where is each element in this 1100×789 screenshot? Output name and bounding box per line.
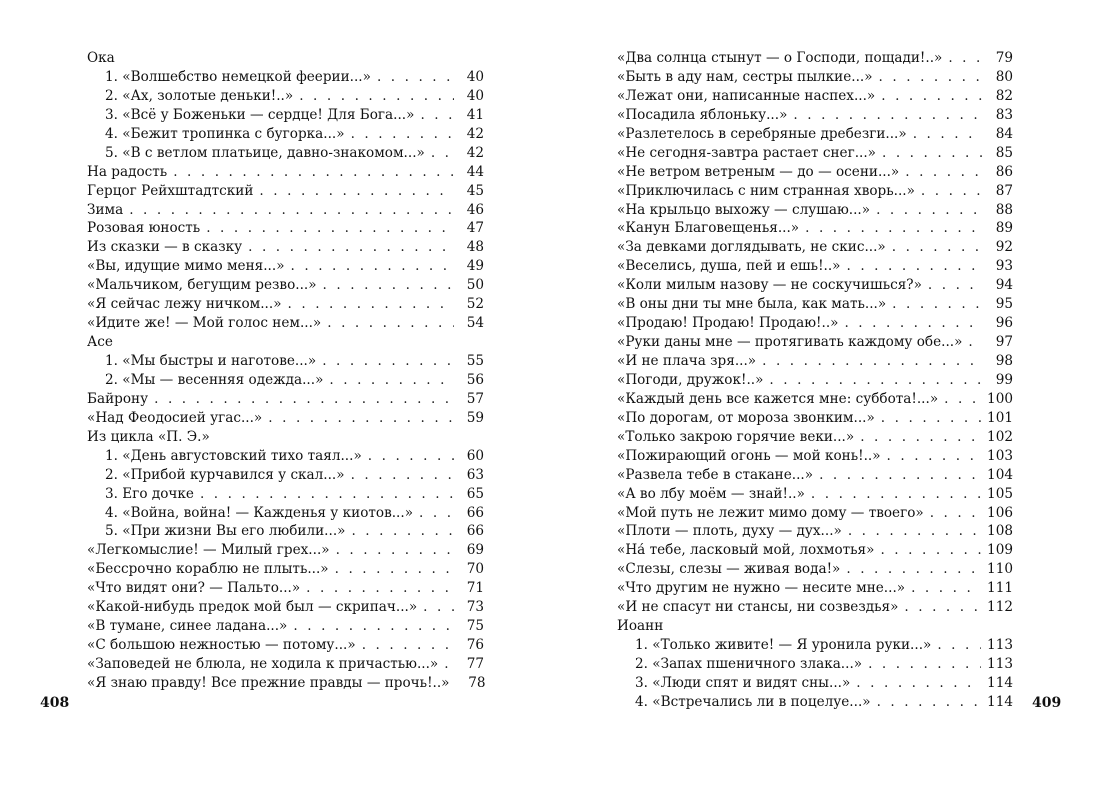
dot-leader (877, 693, 981, 712)
toc-entry (87, 560, 484, 579)
toc-entry-title: 4. «Бежит тропинка с бугорка...» (105, 125, 345, 142)
toc-entry-title: «Руки даны мне — протягивать каждому обе...» (617, 334, 963, 351)
toc-entry-page: 76 (466, 637, 484, 654)
toc-list-left (87, 49, 484, 693)
toc-entry-title: «По дорогам, от мороза звонким...» (617, 409, 875, 426)
dot-leader (860, 428, 981, 447)
toc-entry-title: 3. «Всё у Боженьки — сердце! Для Бога...» (105, 106, 415, 123)
dot-leader (351, 466, 454, 485)
toc-entry (617, 504, 1013, 523)
toc-entry (617, 125, 1013, 144)
toc-entry-title: Зима (87, 201, 124, 218)
toc-entry (617, 144, 1013, 163)
dot-leader (129, 201, 454, 220)
dot-leader (377, 68, 454, 87)
dot-leader (848, 522, 981, 541)
toc-entry-page: 65 (466, 485, 484, 502)
toc-entry-title: «Веселись, душа, пей и ешь!..» (617, 258, 841, 275)
toc-entry (87, 182, 484, 201)
toc-entry-title: «Мой путь не лежит мимо дому — твоего» (617, 504, 924, 521)
toc-entry (617, 447, 1013, 466)
toc-entry-page: 111 (987, 580, 1013, 597)
dot-leader (846, 560, 981, 579)
toc-entry (87, 352, 484, 371)
toc-entry-page: 113 (987, 656, 1013, 672)
toc-entry (617, 485, 1013, 504)
toc-entry-page: 55 (466, 353, 484, 369)
toc-entry-page: 60 (466, 447, 484, 464)
dot-leader (423, 598, 454, 617)
dot-leader (793, 106, 983, 125)
dot-leader (154, 390, 454, 409)
toc-entry (617, 68, 1013, 87)
toc-entry-page: 78 (468, 674, 486, 691)
toc-entry-page: 77 (466, 656, 484, 672)
toc-entry-title: «Легкомыслие! — Милый грех...» (87, 542, 330, 559)
toc-entry-title: «Разлетелось в серебряные дребезги...» (617, 125, 907, 142)
toc-entry-title: «Бессрочно кораблю не плыть...» (87, 561, 329, 578)
dot-leader (892, 238, 983, 257)
toc-entry-page: 89 (995, 220, 1013, 237)
dot-leader (173, 163, 454, 182)
toc-entry-page: 80 (995, 68, 1013, 85)
dot-leader (200, 485, 454, 504)
toc-entry-title: 3. Его дочке (105, 485, 194, 502)
toc-entry (87, 522, 484, 541)
toc-entry (617, 182, 1013, 201)
dot-leader (291, 257, 454, 276)
toc-entry (87, 238, 484, 257)
toc-entry (617, 295, 1013, 314)
toc-entry-page: 114 (987, 674, 1013, 691)
toc-entry-title: «Плоти — плоть, духу — дух...» (617, 523, 842, 540)
toc-entry (617, 636, 1013, 655)
dot-leader (351, 125, 454, 144)
toc-entry-page: 41 (466, 106, 484, 123)
toc-entry-page: 84 (995, 125, 1013, 142)
toc-entry-title: 5. «В с ветлом платьице, давно-знакомом...» (105, 144, 425, 161)
dot-leader (431, 144, 454, 163)
toc-entry-title: 5. «При жизни Вы его любили...» (105, 523, 346, 540)
toc-entry-title: «Мальчиком, бегущим резво...» (87, 277, 317, 294)
toc-entry (87, 541, 484, 560)
toc-entry-page: 105 (987, 485, 1013, 502)
toc-entry-page: 45 (466, 182, 484, 199)
toc-entry (617, 466, 1013, 485)
dot-leader (905, 163, 983, 182)
toc-entry (87, 598, 484, 617)
toc-entry-title: «Что видят они? — Пальто...» (87, 580, 301, 597)
toc-entry-title: «Погоди, дружок!..» (617, 371, 764, 388)
toc-entry-page: 88 (995, 201, 1013, 218)
toc-entry (87, 276, 484, 295)
toc-entry-page: 47 (466, 220, 484, 237)
toc-entry (87, 68, 484, 87)
dot-leader (206, 219, 454, 238)
dot-leader (930, 504, 981, 523)
toc-entry-page: 66 (466, 504, 484, 521)
toc-entry (87, 674, 484, 693)
toc-entry (617, 314, 1013, 333)
toc-entry-page: 93 (995, 258, 1013, 275)
toc-entry (87, 87, 484, 106)
toc-entry-page: 57 (466, 390, 484, 407)
toc-section-heading (87, 428, 484, 447)
toc-entry-title: Розовая юность (87, 220, 201, 237)
toc-entry (617, 352, 1013, 371)
toc-entry-title: «Идите же! — Мой голос нем...» (87, 315, 322, 332)
toc-entry-page: 101 (987, 409, 1013, 426)
toc-entry-title: «Канун Благовещенья...» (617, 220, 800, 237)
dot-leader (420, 106, 454, 125)
toc-entry-title: Ока (87, 50, 115, 66)
toc-entry-page: 104 (987, 466, 1013, 483)
toc-entry-title: Из цикла «П. Э.» (87, 428, 210, 445)
toc-entry-title: 4. «Война, война! — Кажденья у киотов...» (105, 504, 414, 521)
toc-section-heading (617, 617, 1013, 636)
toc-entry-title: «Коли милым назову — не соскучишься?» (617, 277, 922, 294)
toc-entry-page: 92 (995, 239, 1013, 256)
toc-entry-title: 2. «Прибой курчавился у скал...» (105, 466, 345, 483)
dot-leader (904, 598, 981, 617)
toc-entry-page: 83 (995, 106, 1013, 123)
dot-leader (881, 87, 983, 106)
dot-leader (887, 447, 982, 466)
dot-leader (868, 655, 981, 674)
toc-entry-title: «И не спасут ни стансы, ни созвездья» (617, 599, 899, 616)
toc-entry-page: 114 (987, 693, 1013, 710)
toc-entry-page: 50 (466, 277, 484, 294)
toc-entry-page: 103 (987, 447, 1013, 464)
toc-entry (617, 257, 1013, 276)
toc-entry-page: 99 (995, 371, 1013, 388)
page-number-right: 409 (1032, 695, 1062, 711)
toc-entry-page: 44 (466, 163, 484, 180)
toc-entry-page: 66 (466, 523, 484, 540)
toc-entry-title: «Приключилась с ним странная хворь...» (617, 182, 915, 199)
dot-leader (259, 182, 454, 201)
dot-leader (944, 390, 981, 409)
toc-entry-title: «А во лбу моём — знай!..» (617, 485, 805, 502)
toc-entry-page: 85 (995, 144, 1013, 161)
toc-entry-page: 40 (466, 87, 484, 104)
toc-entry-title: «С большою нежностью — потому...» (87, 637, 356, 654)
toc-entry (87, 390, 484, 409)
dot-leader (327, 314, 454, 333)
toc-section-heading (87, 49, 484, 68)
dot-leader (248, 238, 454, 257)
toc-entry-page: 95 (995, 296, 1013, 313)
dot-leader (805, 219, 983, 238)
toc-entry-page: 40 (466, 68, 484, 85)
toc-entry-title: «Только закрою горячие веки...» (617, 428, 855, 445)
toc-entry-title: «Заповедей не блюла, не ходила к причастью...» (87, 656, 439, 672)
dot-leader (880, 541, 981, 560)
toc-entry-page: 97 (995, 334, 1013, 351)
toc-entry-page: 109 (987, 542, 1013, 559)
toc-entry-page: 112 (987, 599, 1013, 616)
toc-entry (87, 466, 484, 485)
toc-entry-title: Асе (87, 334, 113, 351)
toc-entry (617, 693, 1013, 712)
toc-list-right (617, 49, 1013, 712)
toc-entry-page: 96 (995, 315, 1013, 332)
toc-entry-page: 75 (466, 618, 484, 635)
dot-leader (368, 447, 454, 466)
toc-entry-title: «Быть в аду нам, сестры пылкие...» (617, 68, 873, 85)
dot-leader (881, 409, 981, 428)
dot-leader (968, 333, 983, 352)
toc-entry-page: 54 (466, 315, 484, 332)
toc-entry-title: «Что другим не нужно — несите мне...» (617, 580, 906, 597)
toc-entry-title: «Развела тебе в стакане...» (617, 466, 814, 483)
page-number-left: 408 (40, 695, 70, 711)
toc-entry-title: «Пожирающий огонь — мой конь!..» (617, 447, 881, 464)
toc-entry-title: 2. «Запах пшеничного злака...» (635, 656, 863, 672)
toc-entry-page: 106 (987, 504, 1013, 521)
toc-entry-title: Иоанн (617, 618, 664, 635)
toc-entry (617, 333, 1013, 352)
toc-entry (617, 49, 1013, 68)
toc-entry-title: «Не сегодня-завтра растает снег...» (617, 144, 876, 161)
toc-entry (617, 674, 1013, 693)
toc-entry-page: 42 (466, 144, 484, 161)
toc-entry-page: 87 (995, 182, 1013, 199)
toc-entry (617, 276, 1013, 295)
toc-entry (617, 428, 1013, 447)
toc-entry (87, 636, 484, 655)
toc-entry-title: 4. «Встречались ли в поцелуе...» (635, 693, 871, 710)
dot-leader (948, 49, 983, 68)
toc-entry-page: 69 (466, 542, 484, 559)
dot-leader (306, 579, 454, 598)
dot-leader (293, 617, 454, 636)
dot-leader (762, 352, 983, 371)
toc-entry-title: 1. «Волшебство немецкой феерии...» (105, 68, 371, 85)
dot-leader (351, 522, 454, 541)
dot-leader (419, 504, 454, 523)
toc-entry-page: 100 (987, 390, 1013, 407)
toc-entry-page: 71 (466, 580, 484, 597)
toc-entry (617, 87, 1013, 106)
toc-entry (87, 125, 484, 144)
dot-leader (362, 636, 454, 655)
toc-entry-title: «На́ тебе, ласковый мой, лохмотья» (617, 542, 875, 559)
toc-entry (617, 163, 1013, 182)
dot-leader (769, 371, 983, 390)
toc-entry (87, 617, 484, 636)
dot-leader (323, 276, 454, 295)
toc-entry-title: «Я сейчас лежу ничком...» (87, 296, 282, 313)
dot-leader (299, 87, 454, 106)
dot-leader (921, 182, 983, 201)
dot-leader (913, 125, 983, 144)
toc-entry (617, 541, 1013, 560)
toc-entry (617, 409, 1013, 428)
toc-entry-title: Герцог Рейхштадтский (87, 182, 254, 199)
toc-entry (617, 219, 1013, 238)
toc-entry (87, 295, 484, 314)
toc-entry (617, 522, 1013, 541)
toc-entry (87, 314, 484, 333)
toc-entry-title: Байрону (87, 390, 149, 407)
dot-leader (322, 352, 454, 371)
toc-entry-page: 46 (466, 201, 484, 218)
toc-entry-page: 63 (466, 466, 484, 483)
dot-leader (911, 579, 981, 598)
toc-entry-page: 110 (987, 561, 1013, 578)
toc-entry-page: 73 (466, 599, 484, 616)
toc-entry (87, 144, 484, 163)
toc-entry (617, 560, 1013, 579)
toc-entry-page: 56 (466, 371, 484, 388)
toc-section-heading (87, 333, 484, 352)
toc-entry (87, 409, 484, 428)
toc-entry (87, 655, 484, 674)
toc-entry-title: «Какой-нибудь предок мой был — скрипач...» (87, 599, 418, 616)
toc-entry-title: «За девками доглядывать, не скис...» (617, 239, 886, 256)
toc-entry (87, 504, 484, 523)
toc-entry-title: «Вы, идущие мимо меня...» (87, 258, 285, 275)
toc-entry-title: «Я знаю правду! Все прежние правды — прочь!..» (87, 674, 450, 691)
dot-leader (876, 201, 983, 220)
toc-entry-title: «Два солнца стынут — о Господи, пощади!..» (617, 50, 943, 66)
toc-entry-page: 48 (466, 239, 484, 256)
toc-entry (617, 579, 1013, 598)
dot-leader (288, 295, 454, 314)
dot-leader (336, 541, 454, 560)
toc-entry-title: «Лежат они, написанные наспех...» (617, 87, 876, 104)
toc-entry-title: Из сказки — в сказку (87, 239, 243, 256)
toc-entry-title: «Слезы, слезы — живая вода!» (617, 561, 841, 578)
toc-entry-title: «Каждый день все кажется мне: суббота!...» (617, 390, 939, 407)
toc-entry-title: «Продаю! Продаю! Продаю!..» (617, 315, 839, 332)
toc-entry (87, 219, 484, 238)
dot-leader (819, 466, 981, 485)
toc-entry-page: 108 (987, 523, 1013, 540)
dot-leader (329, 371, 454, 390)
toc-entry-page: 113 (987, 637, 1013, 654)
toc-entry (87, 485, 484, 504)
toc-entry-page: 70 (466, 561, 484, 578)
toc-entry-page: 79 (995, 50, 1013, 66)
toc-entry-title: 1. «Только живите! — Я уронила руки...» (635, 637, 932, 654)
toc-entry-page: 94 (995, 277, 1013, 294)
toc-entry (617, 598, 1013, 617)
toc-entry-title: 2. «Ах, золотые деньки!..» (105, 87, 294, 104)
toc-entry-page: 42 (466, 125, 484, 142)
toc-entry (87, 163, 484, 182)
toc-entry (87, 579, 484, 598)
toc-entry-page: 52 (466, 296, 484, 313)
dot-leader (811, 485, 981, 504)
toc-entry (87, 447, 484, 466)
toc-entry-title: 3. «Люди спят и видят сны...» (635, 674, 851, 691)
dot-leader (444, 655, 454, 674)
toc-entry-title: «В оны дни ты мне была, как мать...» (617, 296, 887, 313)
toc-entry-title: 1. «Мы быстры и наготове...» (105, 353, 317, 369)
dot-leader (928, 276, 983, 295)
toc-entry-page: 86 (995, 163, 1013, 180)
dot-leader (856, 674, 981, 693)
toc-entry-page: 59 (466, 409, 484, 426)
toc-entry-page: 82 (995, 87, 1013, 104)
toc-entry (87, 106, 484, 125)
toc-entry (87, 371, 484, 390)
toc-entry-page: 102 (987, 428, 1013, 445)
toc-entry (617, 201, 1013, 220)
toc-entry (617, 655, 1013, 674)
dot-leader (882, 144, 983, 163)
toc-entry (87, 201, 484, 220)
toc-entry-title: «Посадила яблоньку...» (617, 106, 788, 123)
toc-entry-page: 98 (995, 353, 1013, 369)
toc-entry-title: «На крыльцо выхожу — слушаю...» (617, 201, 871, 218)
dot-leader (844, 314, 983, 333)
toc-entry (617, 106, 1013, 125)
toc-entry (617, 371, 1013, 390)
dot-leader (937, 636, 981, 655)
toc-entry (87, 257, 484, 276)
dot-leader (879, 68, 983, 87)
toc-entry-title: 1. «День августовский тихо таял...» (105, 447, 362, 464)
toc-entry-title: «И не плача зря...» (617, 353, 757, 369)
toc-entry-title: На радость (87, 163, 168, 180)
dot-leader (268, 409, 454, 428)
toc-entry (617, 390, 1013, 409)
toc-entry-title: «В тумане, синее ладана...» (87, 618, 288, 635)
dot-leader (335, 560, 454, 579)
toc-entry-title: «Не ветром ветреным — до — осени...» (617, 163, 900, 180)
toc-entry-title: 2. «Мы — весенняя одежда...» (105, 371, 324, 388)
toc-entry-page: 49 (466, 258, 484, 275)
dot-leader (892, 295, 983, 314)
toc-entry (617, 238, 1013, 257)
toc-entry-title: «Над Феодосией угас...» (87, 409, 263, 426)
dot-leader (847, 257, 984, 276)
